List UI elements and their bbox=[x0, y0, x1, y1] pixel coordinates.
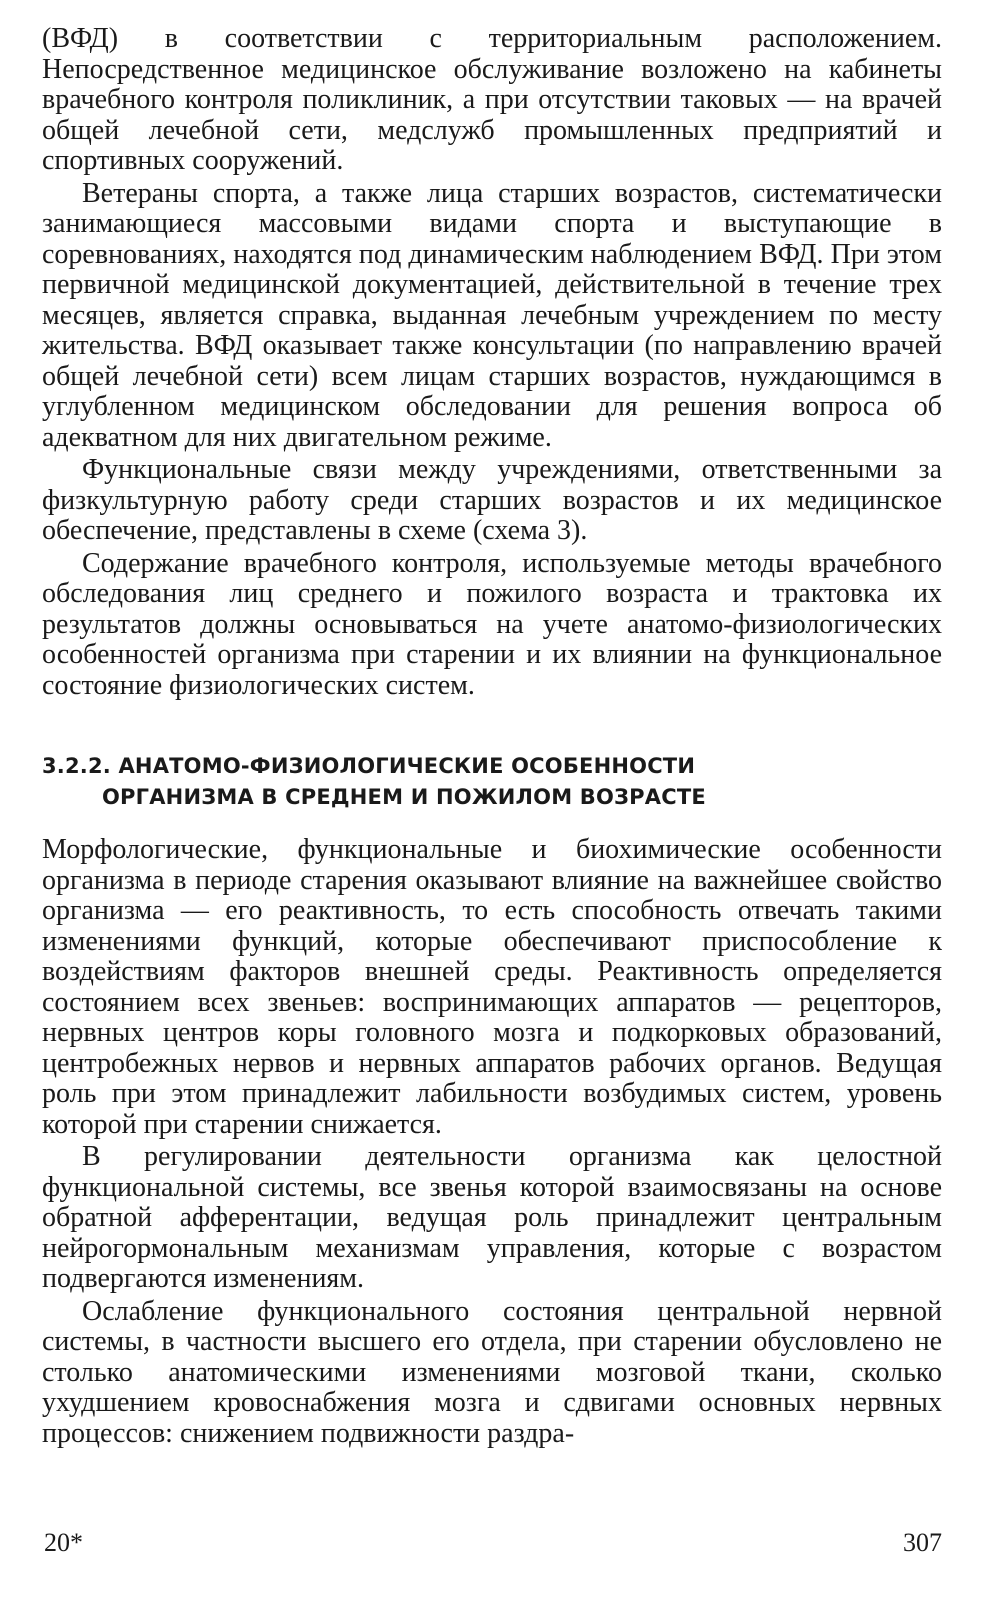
section-heading-line2: ОРГАНИЗМА В СРЕДНЕМ И ПОЖИЛОМ ВОЗРАСТЕ bbox=[102, 785, 706, 809]
paragraph: Содержание врачебного контроля, используемые методы врачебного обследования лиц среднего и пожилого возраста и трактовка их результатов должны основываться на учете анатомо-физиологических особенностей организма при старении и их влиянии на функциональное состояние физиологических систем. bbox=[42, 547, 942, 701]
paragraph: (ВФД) в соответствии с территориальным расположением. Непосредственное медицинское обслуживание возложено на кабинеты врачебного контроля поликлиник, а при отсутствии таковых — на врачей общей лечебной сети, медслужб промышленных предприятий и спортивных сооружений. bbox=[42, 23, 942, 176]
paragraph: В регулировании деятельности организма как целостной функциональной системы, все звенья которой взаимосвязаны на основе обратной афферентации, ведущая роль принадлежит центральным нейрогормональным механизмам управления, которые с возрастом подвергаются изменениям. bbox=[42, 1141, 942, 1294]
page-number: 307 bbox=[903, 1528, 942, 1557]
section-heading bbox=[42, 751, 942, 813]
paragraph: Функциональные связи между учреждениями, ответственными за физкультурную работу среди старших возрастов и их медицинское обеспечение, представлены в схеме (схема 3). bbox=[42, 454, 942, 546]
paragraph: Ветераны спорта, а также лица старших возрастов, систематически занимающиеся массовыми видами спорта и выступающие в соревнованиях, находятся под динамическим наблюдением ВФД. При этом первичной медицинской документацией, действительной в течение трех месяцев, является справка, выданная лечебным учреждением по месту жительства. ВФД оказывает также консультации (по направлению врачей общей лечебной сети) всем лицам старших возрастов, нуждающимся в углубленном медицинском обследовании для решения вопроса об адекватном для них двигательном режиме. bbox=[42, 177, 942, 453]
paragraph: Морфологические, функциональные и биохимические особенности организма в периоде старения оказывают влияние на важнейшее свойство организма — его реактивность, то есть способность отвечать такими изменениями функций, которые обеспечивают приспособление к воздействиям факторов внешней среды. Реактивность определяется состоянием всех звеньев: воспринимающих аппаратов — рецепторов, нервных центров коры головного мозга и подкорковых образований, центробежных нервов и нервных аппаратов рабочих органов. Ведущая роль при этом принадлежит лабильности возбудимых систем, уровень которой при старении снижается. bbox=[42, 834, 942, 1140]
page-content bbox=[42, 24, 942, 1451]
signature-mark: 20* bbox=[44, 1528, 83, 1557]
paragraph: Ослабление функционального состояния центральной нервной системы, в частности высшего его отдела, при старении обусловлено не столько анатомическими изменениями мозговой ткани, сколько ухудшением кровоснабжения мозга и сдвигами основных нервных процессов: снижением подвижности раздра- bbox=[42, 1295, 942, 1449]
section-heading-line1: 3.2.2. АНАТОМО-ФИЗИОЛОГИЧЕСКИЕ ОСОБЕННОСТИ bbox=[42, 754, 696, 778]
